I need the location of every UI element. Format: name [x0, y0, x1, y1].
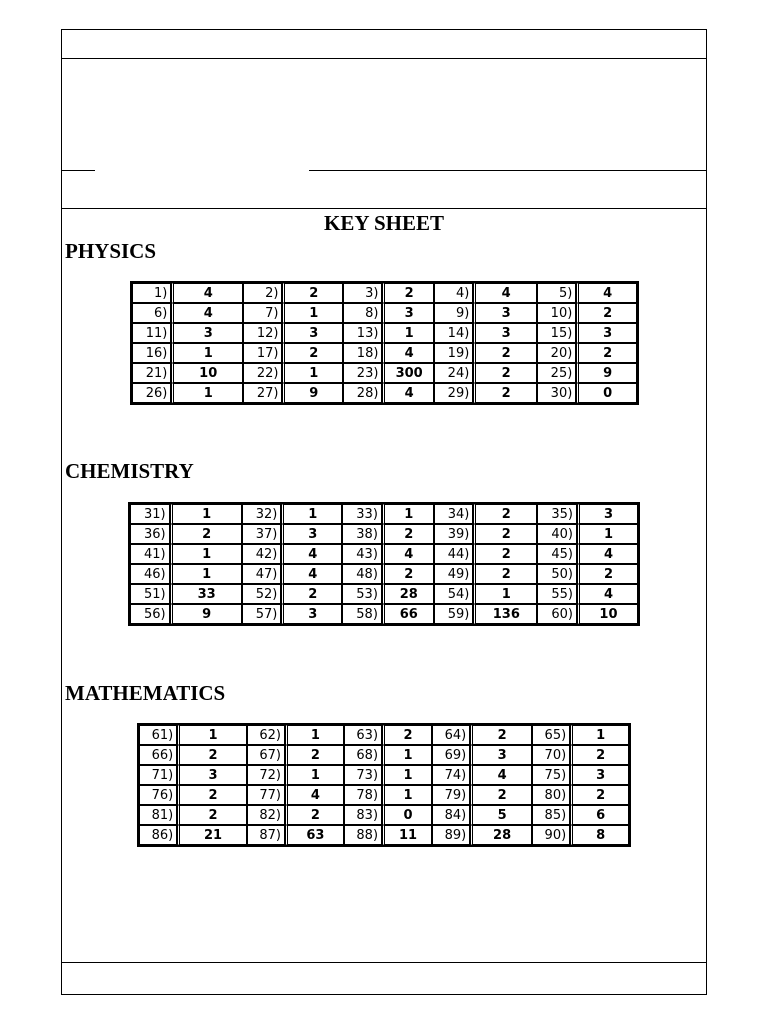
answer-value: 1 [282, 303, 343, 323]
question-number: 81) [139, 805, 177, 825]
answer-value: 1 [382, 745, 432, 765]
answer-value: 2 [470, 725, 532, 745]
question-number: 65) [532, 725, 570, 745]
question-number: 4) [434, 283, 473, 303]
answer-value: 2 [470, 785, 532, 805]
question-number: 17) [243, 343, 282, 363]
answer-value: 2 [177, 785, 247, 805]
table-row [139, 765, 629, 785]
answer-value: 1 [577, 524, 638, 544]
question-number: 48) [342, 564, 382, 584]
question-number: 26) [132, 383, 171, 403]
answer-value: 4 [470, 765, 532, 785]
question-number: 85) [532, 805, 570, 825]
question-number: 34) [434, 504, 474, 524]
answer-value: 4 [171, 303, 243, 323]
question-number: 83) [344, 805, 382, 825]
header-underline-long [309, 170, 706, 171]
answer-value: 28 [382, 584, 434, 604]
question-number: 33) [342, 504, 382, 524]
question-number: 11) [132, 323, 171, 343]
answer-value: 4 [576, 283, 637, 303]
table-row [132, 283, 637, 303]
question-number: 6) [132, 303, 171, 323]
question-number: 45) [537, 544, 577, 564]
answer-value: 1 [281, 504, 342, 524]
question-number: 15) [537, 323, 576, 343]
question-number: 90) [532, 825, 570, 845]
question-number: 61) [139, 725, 177, 745]
answer-value: 2 [473, 564, 537, 584]
answer-value: 2 [282, 343, 343, 363]
table-row [130, 524, 638, 544]
question-number: 47) [242, 564, 282, 584]
question-number: 50) [537, 564, 577, 584]
answer-value: 9 [576, 363, 637, 383]
question-number: 35) [537, 504, 577, 524]
question-number: 39) [434, 524, 474, 544]
answer-value: 63 [285, 825, 344, 845]
question-number: 46) [130, 564, 170, 584]
answer-value: 2 [281, 584, 342, 604]
answer-value: 4 [577, 584, 638, 604]
question-number: 25) [537, 363, 576, 383]
question-number: 10) [537, 303, 576, 323]
answer-value: 0 [576, 383, 637, 403]
question-number: 87) [247, 825, 285, 845]
question-number: 55) [537, 584, 577, 604]
question-number: 37) [242, 524, 282, 544]
answer-value: 1 [170, 564, 242, 584]
answer-value: 3 [473, 303, 537, 323]
question-number: 42) [242, 544, 282, 564]
question-number: 49) [434, 564, 474, 584]
question-number: 86) [139, 825, 177, 845]
answer-value: 3 [570, 765, 629, 785]
question-number: 89) [432, 825, 470, 845]
question-number: 29) [434, 383, 473, 403]
question-number: 59) [434, 604, 474, 624]
question-number: 88) [344, 825, 382, 845]
question-number: 2) [243, 283, 282, 303]
answer-value: 5 [470, 805, 532, 825]
question-number: 5) [537, 283, 576, 303]
answer-table-mathematics [137, 723, 631, 847]
table-row [139, 745, 629, 765]
answer-value: 3 [382, 303, 434, 323]
question-number: 76) [139, 785, 177, 805]
answer-value: 9 [170, 604, 242, 624]
answer-value: 11 [382, 825, 432, 845]
answer-value: 2 [382, 524, 434, 544]
answer-value: 1 [382, 785, 432, 805]
answer-table-physics [130, 281, 639, 405]
answer-value: 2 [576, 303, 637, 323]
question-number: 66) [139, 745, 177, 765]
answer-value: 4 [281, 564, 342, 584]
question-number: 72) [247, 765, 285, 785]
question-number: 31) [130, 504, 170, 524]
answer-value: 2 [177, 805, 247, 825]
question-number: 38) [342, 524, 382, 544]
question-number: 12) [243, 323, 282, 343]
question-number: 3) [343, 283, 382, 303]
question-number: 64) [432, 725, 470, 745]
answer-value: 28 [470, 825, 532, 845]
question-number: 44) [434, 544, 474, 564]
question-number: 70) [532, 745, 570, 765]
answer-value: 2 [170, 524, 242, 544]
answer-value: 33 [170, 584, 242, 604]
answer-value: 4 [473, 283, 537, 303]
answer-value: 2 [177, 745, 247, 765]
question-number: 74) [432, 765, 470, 785]
question-number: 30) [537, 383, 576, 403]
question-number: 67) [247, 745, 285, 765]
question-number: 8) [343, 303, 382, 323]
header-underline-short [62, 170, 95, 171]
answer-value: 2 [577, 564, 638, 584]
answer-value: 4 [281, 544, 342, 564]
answer-value: 1 [177, 725, 247, 745]
question-number: 22) [243, 363, 282, 383]
answer-value: 2 [576, 343, 637, 363]
answer-value: 3 [470, 745, 532, 765]
question-number: 21) [132, 363, 171, 383]
table-row [132, 303, 637, 323]
question-number: 14) [434, 323, 473, 343]
question-number: 13) [343, 323, 382, 343]
question-number: 20) [537, 343, 576, 363]
question-number: 16) [132, 343, 171, 363]
answer-value: 1 [170, 544, 242, 564]
answer-value: 6 [570, 805, 629, 825]
question-number: 63) [344, 725, 382, 745]
answer-table-chemistry [128, 502, 640, 626]
question-number: 80) [532, 785, 570, 805]
answer-value: 1 [285, 725, 344, 745]
answer-value: 21 [177, 825, 247, 845]
question-number: 79) [432, 785, 470, 805]
answer-value: 2 [285, 745, 344, 765]
question-number: 54) [434, 584, 474, 604]
answer-value: 3 [577, 504, 638, 524]
answer-value: 3 [177, 765, 247, 785]
answer-value: 2 [382, 564, 434, 584]
question-number: 32) [242, 504, 282, 524]
question-number: 62) [247, 725, 285, 745]
question-number: 1) [132, 283, 171, 303]
question-number: 40) [537, 524, 577, 544]
answer-value: 1 [171, 343, 243, 363]
header-divider-top [62, 58, 706, 59]
question-number: 28) [343, 383, 382, 403]
answer-value: 1 [570, 725, 629, 745]
answer-value: 0 [382, 805, 432, 825]
answer-value: 4 [382, 383, 434, 403]
question-number: 71) [139, 765, 177, 785]
table-row [132, 323, 637, 343]
question-number: 36) [130, 524, 170, 544]
question-number: 19) [434, 343, 473, 363]
answer-value: 2 [473, 524, 537, 544]
answer-value: 2 [473, 383, 537, 403]
table-row [132, 363, 637, 383]
question-number: 57) [242, 604, 282, 624]
question-number: 24) [434, 363, 473, 383]
question-number: 7) [243, 303, 282, 323]
answer-value: 2 [473, 504, 537, 524]
answer-value: 2 [570, 745, 629, 765]
table-row [139, 805, 629, 825]
question-number: 18) [343, 343, 382, 363]
table-row [132, 343, 637, 363]
answer-value: 10 [171, 363, 243, 383]
answer-value: 2 [473, 343, 537, 363]
answer-value: 9 [282, 383, 343, 403]
question-number: 78) [344, 785, 382, 805]
answer-value: 1 [382, 323, 434, 343]
footer-divider [62, 962, 706, 963]
answer-value: 3 [576, 323, 637, 343]
answer-value: 1 [285, 765, 344, 785]
table-row [130, 544, 638, 564]
question-number: 75) [532, 765, 570, 785]
question-number: 82) [247, 805, 285, 825]
answer-value: 2 [285, 805, 344, 825]
section-heading-mathematics: MATHEMATICS [65, 681, 226, 705]
question-number: 51) [130, 584, 170, 604]
answer-value: 2 [473, 363, 537, 383]
answer-value: 4 [382, 544, 434, 564]
table-row [139, 785, 629, 805]
table-row [132, 383, 637, 403]
table-row [139, 825, 629, 845]
question-number: 69) [432, 745, 470, 765]
header-divider-bottom [62, 208, 706, 209]
answer-value: 3 [171, 323, 243, 343]
answer-value: 2 [382, 725, 432, 745]
answer-value: 2 [473, 544, 537, 564]
question-number: 43) [342, 544, 382, 564]
table-row [130, 584, 638, 604]
answer-value: 4 [285, 785, 344, 805]
question-number: 41) [130, 544, 170, 564]
answer-value: 1 [171, 383, 243, 403]
answer-value: 300 [382, 363, 434, 383]
answer-value: 3 [282, 323, 343, 343]
answer-value: 4 [382, 343, 434, 363]
page-title: KEY SHEET [323, 211, 444, 235]
question-number: 84) [432, 805, 470, 825]
question-number: 68) [344, 745, 382, 765]
answer-value: 1 [473, 584, 537, 604]
answer-value: 2 [282, 283, 343, 303]
table-row [139, 725, 629, 745]
question-number: 56) [130, 604, 170, 624]
question-number: 9) [434, 303, 473, 323]
answer-value: 3 [473, 323, 537, 343]
question-number: 53) [342, 584, 382, 604]
question-number: 52) [242, 584, 282, 604]
question-number: 27) [243, 383, 282, 403]
answer-value: 1 [170, 504, 242, 524]
section-heading-physics: PHYSICS [65, 239, 157, 263]
question-number: 77) [247, 785, 285, 805]
section-heading-chemistry: CHEMISTRY [65, 459, 194, 483]
table-row [130, 604, 638, 624]
answer-value: 4 [171, 283, 243, 303]
question-number: 23) [343, 363, 382, 383]
answer-value: 66 [382, 604, 434, 624]
answer-value: 3 [281, 524, 342, 544]
answer-value: 8 [570, 825, 629, 845]
answer-value: 2 [570, 785, 629, 805]
question-number: 58) [342, 604, 382, 624]
table-row [130, 564, 638, 584]
answer-value: 1 [382, 765, 432, 785]
answer-value: 4 [577, 544, 638, 564]
question-number: 73) [344, 765, 382, 785]
answer-value: 3 [281, 604, 342, 624]
answer-value: 1 [382, 504, 434, 524]
question-number: 60) [537, 604, 577, 624]
answer-value: 136 [473, 604, 537, 624]
answer-value: 10 [577, 604, 638, 624]
table-row [130, 504, 638, 524]
answer-value: 2 [382, 283, 434, 303]
answer-value: 1 [282, 363, 343, 383]
